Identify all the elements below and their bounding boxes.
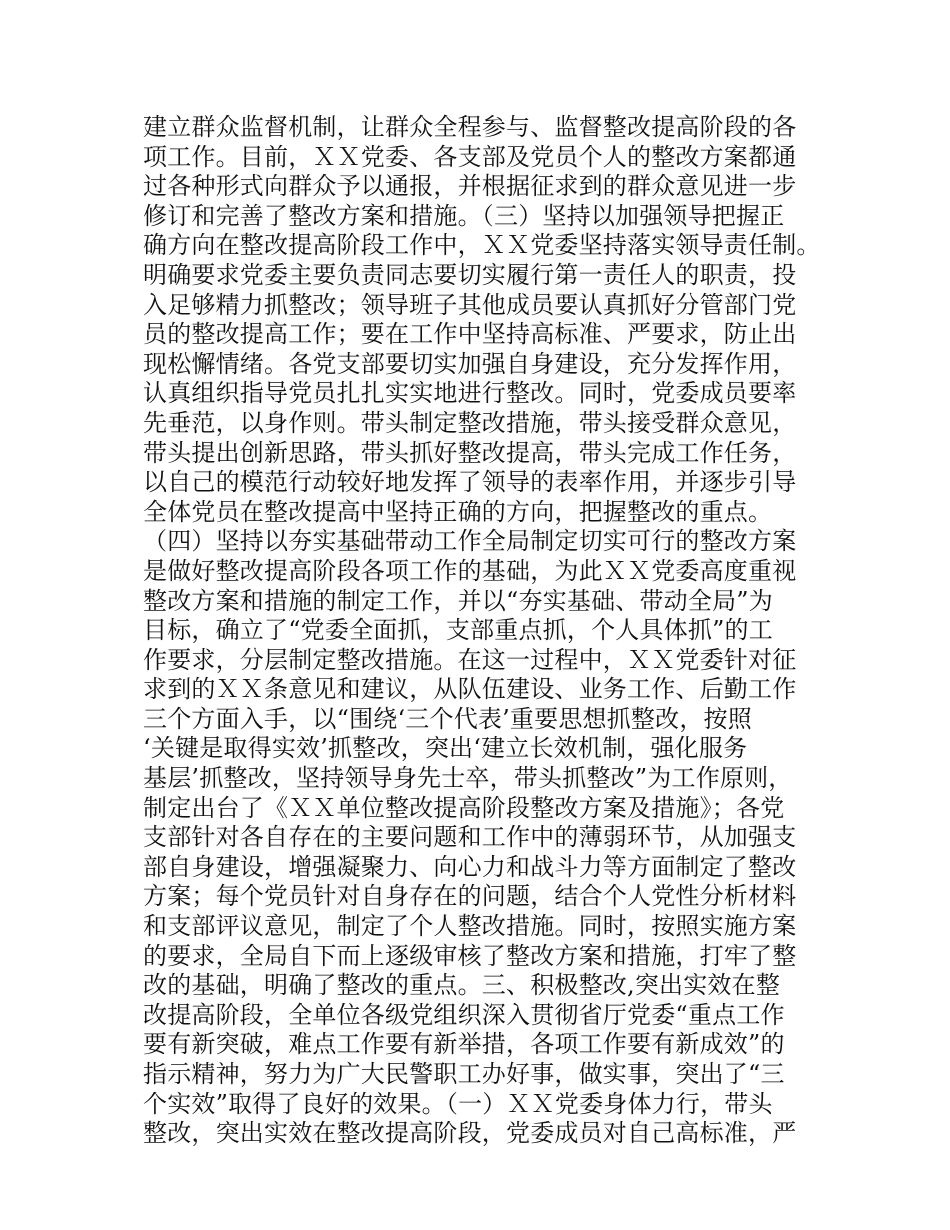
text-line: ‘关键是取得实效’抓整改，突出‘建立长效机制，强化服务 (143, 734, 748, 763)
text-line: 过各种形式向群众予以通报，并根据征求到的群众意见进一步 (143, 172, 797, 201)
text-line: 员的整改提高工作；要在工作中坚持高标准、严要求，防止出 (143, 320, 797, 349)
text-line: 入足够精力抓整改；领导班子其他成员要认真抓好分管部门党 (143, 290, 797, 319)
text-line: 是做好整改提高阶段各项工作的基础，为此ＸＸ党委高度重视 (143, 556, 797, 585)
text-line: 修订和完善了整改方案和措施。（三）坚持以加强领导把握正 (143, 201, 785, 230)
text-line: 三个方面入手，以“围绕‘三个代表’重要思想抓整改，按照 (143, 704, 752, 733)
text-line: 建立群众监督机制，让群众全程参与、监督整改提高阶段的各 (143, 113, 797, 141)
text-line: 以自己的模范行动较好地发挥了领导的表率作用，并逐步引导 (143, 468, 797, 497)
text-line: 全体党员在整改提高中坚持正确的方向，把握整改的重点。 (143, 497, 773, 526)
text-line: 确方向在整改提高阶段工作中，ＸＸ党委坚持落实领导责任制。 (143, 231, 821, 260)
text-line: 明确要求党委主要负责同志要切实履行第一责任人的职责，投 (143, 260, 797, 289)
text-line: 基层’抓整改，坚持领导身先士卒，带头抓整改”为工作原则， (143, 764, 793, 793)
text-line: 现松懈情绪。各党支部要切实加强自身建设，充分发挥作用， (143, 349, 797, 378)
text-line: 的要求，全局自下而上逐级审核了整改方案和措施，打牢了整 (143, 941, 797, 970)
text-line: 认真组织指导党员扎扎实实地进行整改。同时，党委成员要率 (143, 379, 797, 408)
text-line: 改的基础，明确了整改的重点。三、积极整改,突出实效在整 (143, 971, 781, 1000)
text-line: （四）坚持以夯实基础带动工作全局制定切实可行的整改方案 (143, 527, 797, 556)
text-line: 改提高阶段，全单位各级党组织深入贯彻省厅党委“重点工作 (143, 1000, 785, 1029)
text-line: 制定出台了《ＸＸ单位整改提高阶段整改方案及措施》；各党 (143, 793, 785, 822)
text-line: 先垂范，以身作则。带头制定整改措施，带头接受群众意见， (143, 408, 797, 437)
text-line: 求到的ＸＸ条意见和建议，从队伍建设、业务工作、后勤工作 (143, 675, 797, 704)
text-line: 作要求，分层制定整改措施。在这一过程中，ＸＸ党委针对征 (143, 645, 797, 674)
text-line: 和支部评议意见，制定了个人整改措施。同时，按照实施方案 (143, 912, 797, 941)
text-line: 部自身建设，增强凝聚力、向心力和战斗力等方面制定了整改 (143, 852, 797, 881)
text-line: 整改，突出实效在整改提高阶段，党委成员对自己高标准，严 (143, 1119, 797, 1148)
text-line: 指示精神，努力为广大民警职工办好事，做实事，突出了“三 (143, 1060, 785, 1088)
body-text (143, 113, 833, 1149)
text-line: 要有新突破，难点工作要有新举措，各项工作要有新成效”的 (143, 1030, 785, 1059)
text-line: 目标，确立了“党委全面抓，支部重点抓，个人具体抓”的工 (143, 616, 773, 645)
text-line: 带头提出创新思路，带头抓好整改提高，带头完成工作任务， (143, 438, 797, 467)
text-line: 支部针对各自存在的主要问题和工作中的薄弱环节，从加强支 (143, 823, 797, 852)
text-line: 方案；每个党员针对自身存在的问题，结合个人党性分析材料 (143, 882, 797, 911)
text-line: 整改方案和措施的制定工作，并以“夯实基础、带动全局”为 (143, 586, 773, 615)
text-line: 项工作。目前，ＸＸ党委、各支部及党员个人的整改方案都通 (143, 142, 797, 171)
text-line: 个实效”取得了良好的效果。（一）ＸＸ党委身体力行，带头 (143, 1089, 773, 1118)
